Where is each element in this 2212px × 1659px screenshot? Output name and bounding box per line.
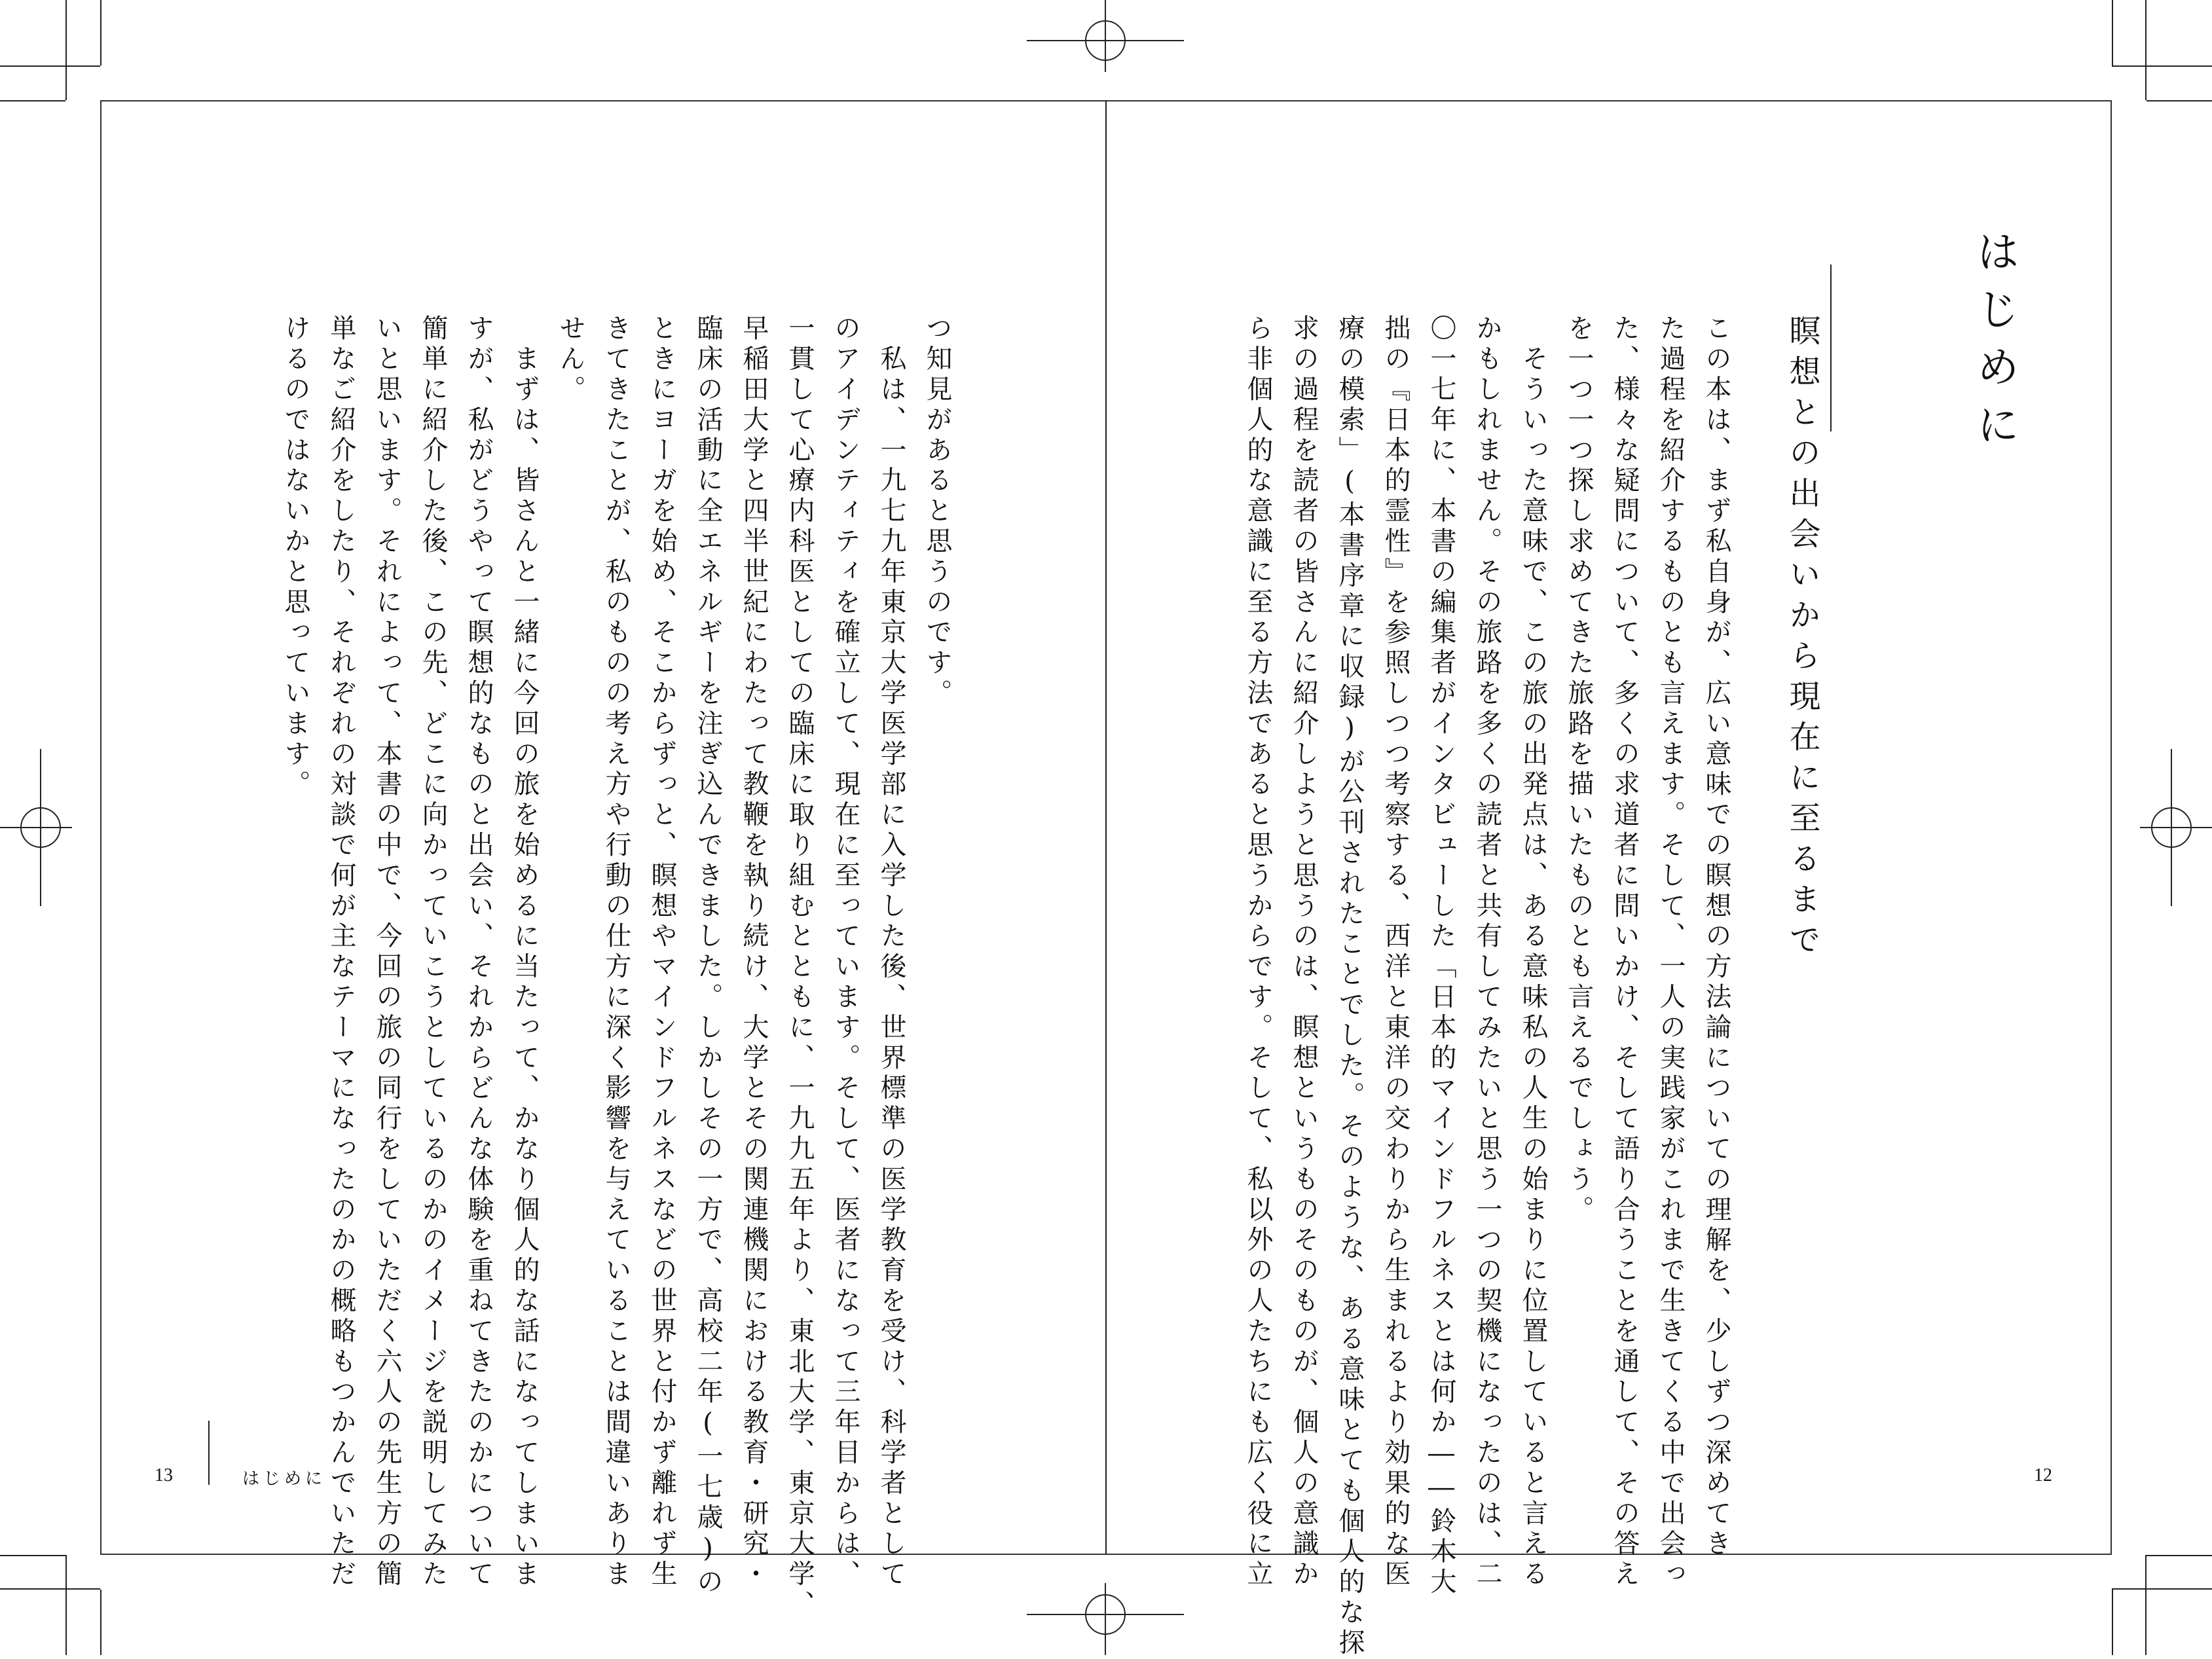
body-column: のアイデンティティを確立して、現在に至っています。そして、医者になって三年目からは、 xyxy=(830,314,860,1590)
body-column: 療の模索」(本書序章に収録)が公刊されたことでした。そのような、ある意味とても個人的な探 xyxy=(1335,314,1365,1659)
body-column: 拙の『日本的霊性』を参照しつつ考察する、西洋と東洋の交わりから生まれるより効果的な医 xyxy=(1380,314,1410,1590)
subtitle-rule-top xyxy=(1830,264,1832,429)
page-number: 13 xyxy=(155,1465,173,1486)
body-column: かもしれません。その旅路を多くの読者と共有してみたいと思う一つの契機になったのは、二 xyxy=(1472,314,1502,1590)
body-column: せん。 xyxy=(555,314,585,406)
body-column: 単なご紹介をしたり、それぞれの対談で何が主なテーマになったのかの概略もつかんでいただ xyxy=(326,314,356,1590)
body-column: 〇一七年に、本書の編集者がインタビューした「日本的マインドフルネスとは何か――鈴木大 xyxy=(1426,314,1456,1598)
body-column: 臨床の活動に全エネルギーを注ぎ込んできました。しかしその一方で、高校二年(一七歳)の xyxy=(693,314,723,1598)
chapter-subtitle: 瞑想との出会いから現在に至るまで xyxy=(1784,314,1820,964)
body-column: 求の過程を読者の皆さんに紹介しようと思うのは、瞑想というものそのものが、個人の意識か xyxy=(1289,314,1319,1590)
body-column: を一つ一つ探し求めてきた旅路を描いたものとも言えるでしょう。 xyxy=(1564,314,1594,1226)
footer-divider xyxy=(208,1421,210,1485)
body-column: そういった意味で、この旅の出発点は、ある意味私の人生の始まりに位置していると言える xyxy=(1518,314,1548,1590)
registration-mark-right xyxy=(2140,749,2212,906)
body-column: この本は、まず私自身が、広い意味での瞑想の方法論についての理解を、少しずつ深めてき xyxy=(1701,314,1731,1560)
body-column: た過程を紹介するものとも言えます。そして、一人の実践家がこれまで生きてくる中で出会っ xyxy=(1655,314,1686,1590)
registration-mark-bottom xyxy=(1027,1583,1184,1655)
body-column: た、様々な疑問について、多くの求道者に問いかけ、そして語り合うことを通して、その答え xyxy=(1610,314,1640,1590)
gutter-line xyxy=(1105,100,1107,1555)
body-column: ときにヨーガを始め、そこからずっと、瞑想やマインドフルネスなどの世界と付かず離れず生 xyxy=(647,314,677,1590)
body-column: ら非個人的な意識に至る方法であると思うからです。そして、私以外の人たちにも広く役に立 xyxy=(1243,314,1273,1590)
registration-mark-top xyxy=(1027,0,1184,72)
chapter-title: はじめに xyxy=(1969,229,2019,460)
body-column: 一貫して心療内科医としての臨床に取り組むとともに、一九九五年より、東北大学、東京大学、 xyxy=(784,314,815,1621)
registration-mark-left xyxy=(0,749,72,906)
body-column: いと思います。それによって、本書の中で、今回の旅の同行をしていただく六人の先生方の簡 xyxy=(372,314,402,1590)
body-column: 早稲田大学と四半世紀にわたって教鞭を執り続け、大学とその関連機関における教育・研究・ xyxy=(739,314,769,1590)
body-column: けるのではないかと思っています。 xyxy=(280,314,310,801)
body-column: つ知見があると思うのです。 xyxy=(922,314,952,710)
body-column: 簡単に紹介した後、この先、どこに向かっていこうとしているのかのイメージを説明してみた xyxy=(418,314,448,1590)
body-column: まずは、皆さんと一緒に今回の旅を始めるに当たって、かなり個人的な話になってしまいま xyxy=(509,314,540,1590)
body-column: すが、私がどうやって瞑想的なものと出会い、それからどんな体験を重ねてきたのかについて xyxy=(464,314,494,1590)
page-number: 12 xyxy=(2034,1465,2052,1486)
running-head: はじめに xyxy=(242,1469,327,1489)
body-column: きてきたことが、私のものの考え方や行動の仕方に深く影響を与えていることは間違いありま xyxy=(601,314,631,1590)
body-column: 私は、一九七九年東京大学医学部に入学した後、世界標準の医学教育を受け、科学者として xyxy=(876,314,906,1590)
